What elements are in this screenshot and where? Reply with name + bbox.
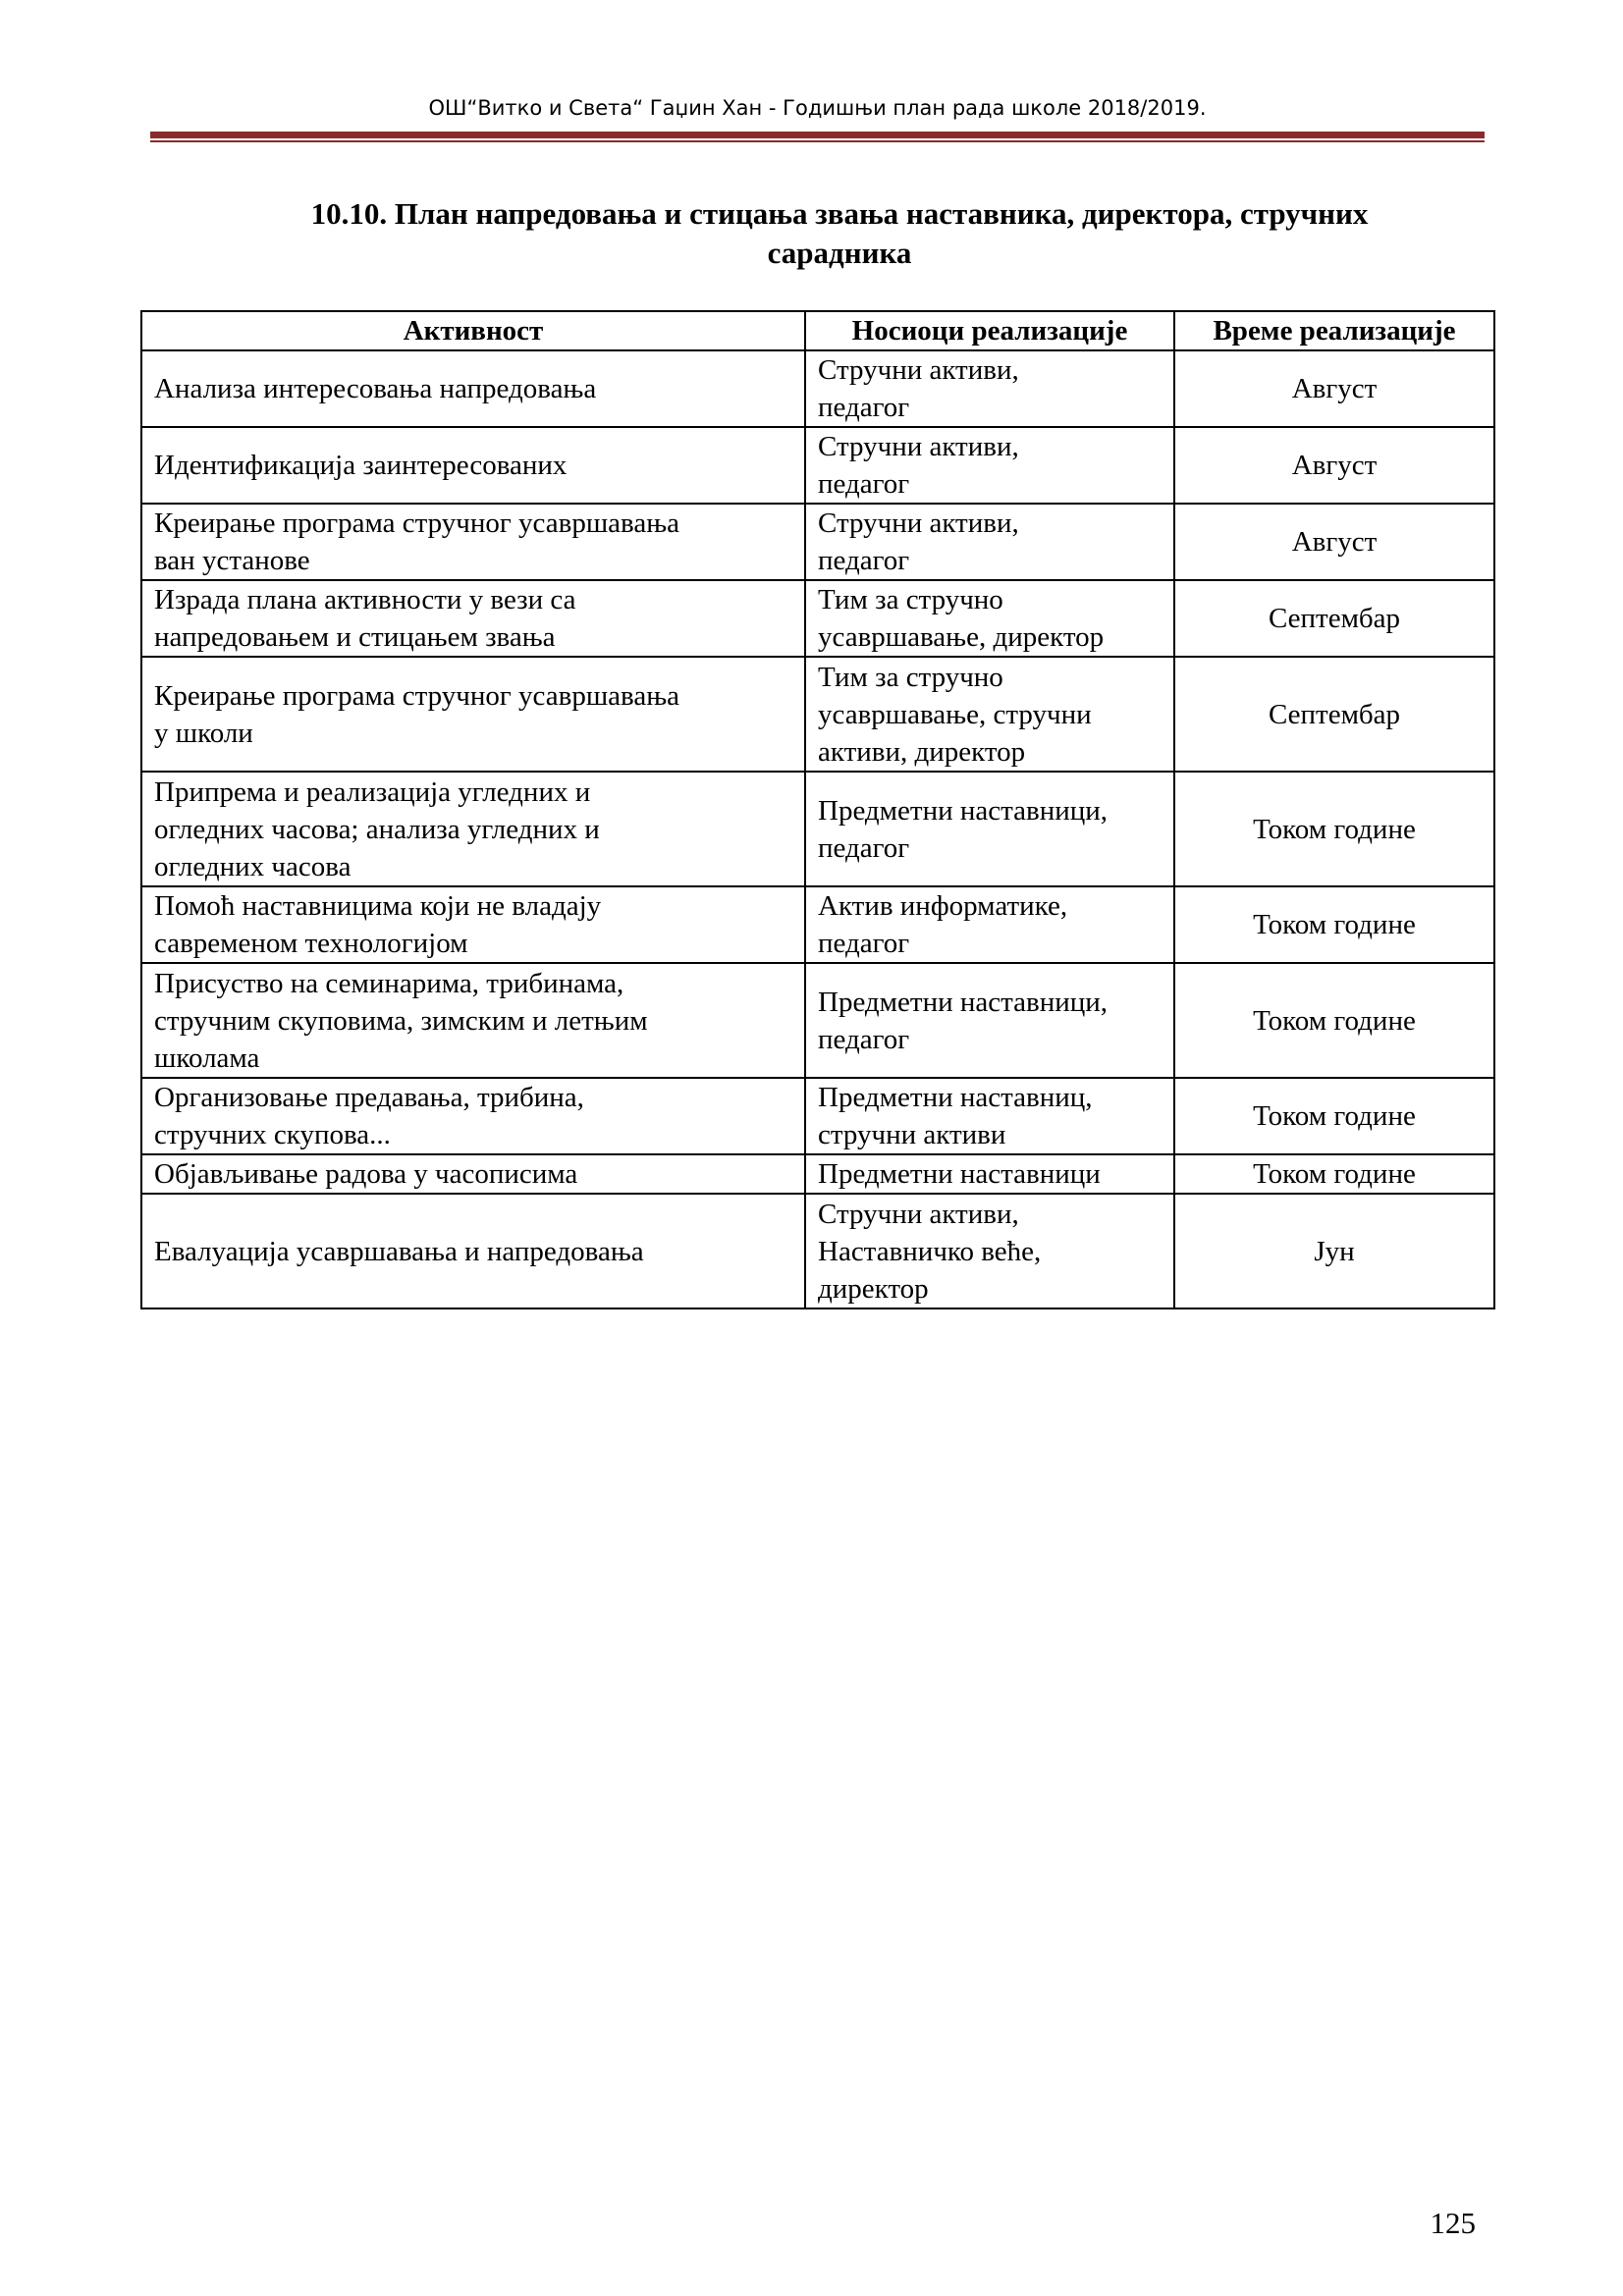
carriers-line: педагог	[818, 468, 910, 500]
activity-line: Анализа интересовања напредовања	[154, 373, 597, 404]
carriers-cell	[805, 1154, 1174, 1194]
carriers-line: Предметни наставници,	[818, 986, 1109, 1018]
header-rule-thin	[150, 140, 1485, 142]
activity-line: огледних часова	[154, 850, 352, 882]
carriers-line: активи, директор	[818, 735, 1026, 768]
carriers-cell	[805, 1078, 1174, 1154]
carriers-line: педагог	[818, 928, 910, 959]
activity-line: Креирање програма стручног усавршавања	[154, 679, 680, 712]
activity-line: Објављивање радова у часописима	[154, 1158, 578, 1190]
carriers-line: Стручни активи,	[818, 507, 1019, 539]
carriers-line: Предметни наставници,	[818, 794, 1109, 827]
column-header-activity: Активност	[141, 311, 805, 350]
activity-cell	[141, 963, 805, 1078]
section-title-line-1: 10.10. План напредовања и стицања звања наставника, директора, стручних	[310, 196, 1369, 231]
activity-cell	[141, 1154, 805, 1194]
carriers-line: Стручни активи,	[818, 431, 1019, 462]
time-cell: Током године	[1174, 1078, 1494, 1154]
carriers-cell	[805, 886, 1174, 963]
section-title	[236, 194, 1443, 273]
carriers-line: педагог	[818, 545, 910, 576]
carriers-line: Тим за стручно	[818, 661, 1003, 693]
column-header-carriers: Носиоци реализације	[805, 311, 1174, 350]
plan-table	[140, 310, 1495, 1309]
carriers-line: Тим за стручно	[818, 584, 1003, 615]
table-row	[141, 1078, 1494, 1154]
activity-line: Израда плана активности у вези са	[154, 584, 576, 615]
time-cell: Август	[1174, 504, 1494, 580]
activity-cell	[141, 350, 805, 427]
carriers-line: усавршавање, директор	[818, 621, 1105, 653]
activity-cell	[141, 1078, 805, 1154]
table-row	[141, 1154, 1494, 1194]
activity-line: Организовање предавања, трибина,	[154, 1082, 584, 1113]
time-cell: Септембар	[1174, 580, 1494, 657]
time-cell: Током године	[1174, 886, 1494, 963]
time-cell: Јун	[1174, 1194, 1494, 1308]
page-header-text: ОШ“Витко и Света“ Гаџин Хан - Годишњи план рада школе 2018/2019.	[428, 96, 1207, 120]
activity-line: стручних скупова...	[154, 1119, 391, 1150]
table-row	[141, 427, 1494, 504]
page-number: 125	[1430, 2206, 1476, 2240]
table-body	[141, 350, 1494, 1308]
carriers-cell	[805, 427, 1174, 504]
header-rule	[150, 132, 1485, 138]
section-title-line-2: сарадника	[767, 236, 912, 270]
carriers-line: Предметни наставници	[818, 1158, 1101, 1190]
activity-line: Креирање програма стручног усавршавања	[154, 507, 680, 539]
table-row	[141, 580, 1494, 657]
activity-line: школама	[154, 1041, 260, 1074]
carriers-cell	[805, 504, 1174, 580]
time-cell: Током године	[1174, 1154, 1494, 1194]
table-row	[141, 350, 1494, 427]
carriers-line: Актив информатике,	[818, 890, 1068, 922]
activity-line: у школи	[154, 717, 253, 749]
carriers-cell	[805, 772, 1174, 886]
activity-line: Евалуација усавршавања и напредовања	[154, 1235, 644, 1267]
column-header-time: Време реализације	[1174, 311, 1494, 350]
activity-cell	[141, 580, 805, 657]
activity-line: ван установе	[154, 545, 310, 576]
time-cell: Септембар	[1174, 657, 1494, 772]
carriers-cell	[805, 657, 1174, 772]
activity-cell	[141, 1194, 805, 1308]
carriers-line: педагог	[818, 392, 910, 423]
activity-cell	[141, 772, 805, 886]
carriers-line: стручни активи	[818, 1119, 1006, 1150]
carriers-line: усавршавање, стручни	[818, 698, 1092, 730]
table-row	[141, 772, 1494, 886]
time-cell: Током године	[1174, 772, 1494, 886]
carriers-line: педагог	[818, 1023, 910, 1055]
activity-cell	[141, 427, 805, 504]
carriers-cell	[805, 350, 1174, 427]
carriers-cell	[805, 963, 1174, 1078]
time-cell: Током године	[1174, 963, 1494, 1078]
carriers-line: Стручни активи,	[818, 354, 1019, 386]
time-cell: Август	[1174, 350, 1494, 427]
activity-line: савременом технологијом	[154, 928, 468, 959]
table-row	[141, 886, 1494, 963]
table-row	[141, 1194, 1494, 1308]
table-row	[141, 963, 1494, 1078]
activity-cell	[141, 886, 805, 963]
time-cell: Август	[1174, 427, 1494, 504]
activity-line: огледних часова; анализа угледних и	[154, 813, 600, 845]
activity-line: Идентификација заинтересованих	[154, 450, 568, 481]
carriers-cell	[805, 580, 1174, 657]
table-header-row	[141, 311, 1494, 350]
carriers-line: педагог	[818, 831, 910, 864]
carriers-line: Предметни наставниц,	[818, 1082, 1093, 1113]
carriers-line: Стручни активи,	[818, 1198, 1019, 1230]
carriers-line: Наставничко веће,	[818, 1235, 1042, 1267]
activity-line: стручним скуповима, зимским и летњим	[154, 1004, 648, 1037]
activity-line: Припрема и реализација угледних и	[154, 775, 591, 808]
activity-line: Помоћ наставницима који не владају	[154, 890, 602, 922]
table-row	[141, 504, 1494, 580]
carriers-line: директор	[818, 1272, 929, 1305]
carriers-cell	[805, 1194, 1174, 1308]
activity-line: Присуство на семинарима, трибинама,	[154, 967, 624, 999]
activity-cell	[141, 504, 805, 580]
table-row	[141, 657, 1494, 772]
activity-line: напредовањем и стицањем звања	[154, 621, 556, 653]
activity-cell	[141, 657, 805, 772]
